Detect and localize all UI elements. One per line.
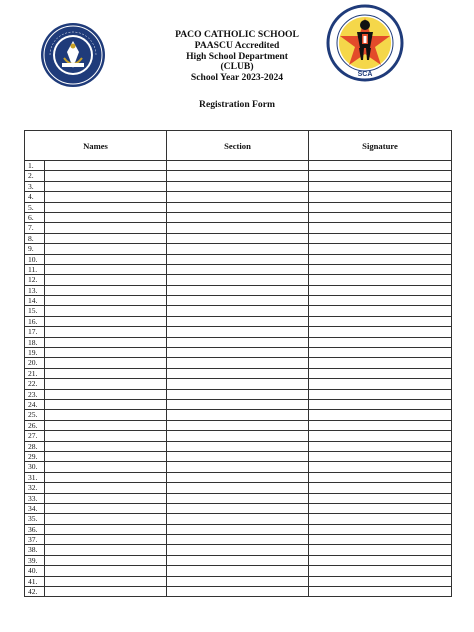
- row-number: 37.: [28, 535, 38, 545]
- signature-cell[interactable]: [309, 337, 452, 347]
- row-number: 20.: [28, 358, 38, 368]
- signature-cell[interactable]: [309, 296, 452, 306]
- name-cell[interactable]: [25, 212, 167, 222]
- signature-cell[interactable]: [309, 348, 452, 358]
- row-number: 13.: [28, 285, 38, 295]
- row-number: 17.: [28, 327, 38, 337]
- column-header-names: Names: [25, 131, 167, 161]
- row-number: 5.: [28, 202, 34, 212]
- row-number: 32.: [28, 483, 38, 493]
- signature-cell[interactable]: [309, 441, 452, 451]
- table-row: [25, 420, 452, 430]
- name-cell[interactable]: [25, 472, 167, 482]
- row-number: 10.: [28, 254, 38, 264]
- table-row: [25, 181, 452, 191]
- section-cell[interactable]: [167, 493, 309, 503]
- name-entry-area[interactable]: [44, 182, 166, 191]
- name-cell[interactable]: [25, 576, 167, 586]
- table-row: [25, 389, 452, 399]
- section-cell[interactable]: [167, 576, 309, 586]
- name-entry-area[interactable]: [44, 483, 166, 492]
- signature-cell[interactable]: [309, 420, 452, 430]
- name-cell[interactable]: [25, 441, 167, 451]
- name-cell[interactable]: [25, 493, 167, 503]
- signature-cell[interactable]: [309, 316, 452, 326]
- name-cell[interactable]: [25, 524, 167, 534]
- name-cell[interactable]: [25, 451, 167, 461]
- section-cell[interactable]: [167, 451, 309, 461]
- table-row: [25, 524, 452, 534]
- signature-cell[interactable]: [309, 566, 452, 576]
- signature-cell[interactable]: [309, 202, 452, 212]
- row-number: 23.: [28, 389, 38, 399]
- name-cell[interactable]: [25, 337, 167, 347]
- signature-cell[interactable]: [309, 181, 452, 191]
- signature-cell[interactable]: [309, 244, 452, 254]
- table-row: [25, 171, 452, 181]
- name-entry-area[interactable]: [44, 390, 166, 399]
- name-cell[interactable]: [25, 171, 167, 181]
- name-entry-area[interactable]: [44, 306, 166, 315]
- table-row: [25, 566, 452, 576]
- row-number: 19.: [28, 348, 38, 358]
- name-entry-area[interactable]: [44, 358, 166, 367]
- table-row: [25, 431, 452, 441]
- signature-cell[interactable]: [309, 212, 452, 222]
- table-row: [25, 327, 452, 337]
- table-row: [25, 254, 452, 264]
- row-number: 34.: [28, 503, 38, 513]
- section-cell[interactable]: [167, 545, 309, 555]
- table-row: [25, 358, 452, 368]
- name-entry-area[interactable]: [44, 317, 166, 326]
- row-number: 4.: [28, 192, 34, 202]
- signature-cell[interactable]: [309, 358, 452, 368]
- section-cell[interactable]: [167, 254, 309, 264]
- name-entry-area[interactable]: [44, 286, 166, 295]
- row-number: 9.: [28, 244, 34, 254]
- name-entry-area[interactable]: [44, 255, 166, 264]
- section-cell[interactable]: [167, 181, 309, 191]
- section-cell[interactable]: [167, 399, 309, 409]
- row-number: 33.: [28, 493, 38, 503]
- sca-star-emblem-icon: [326, 4, 404, 82]
- table-row: [25, 161, 452, 171]
- name-cell[interactable]: [25, 306, 167, 316]
- signature-cell[interactable]: [309, 493, 452, 503]
- sca-emblem-logo: [326, 4, 404, 82]
- table-row: [25, 264, 452, 274]
- section-cell[interactable]: [167, 514, 309, 524]
- name-entry-area[interactable]: [44, 234, 166, 243]
- school-name: PACO CATHOLIC SCHOOL: [175, 29, 299, 40]
- school-year: School Year 2023-2024: [190, 72, 284, 84]
- section-cell[interactable]: [167, 483, 309, 493]
- section-cell[interactable]: [167, 503, 309, 513]
- row-number: 7.: [28, 223, 34, 233]
- name-cell[interactable]: [25, 348, 167, 358]
- table-row: [25, 535, 452, 545]
- row-number: 12.: [28, 275, 38, 285]
- table-header-row: [25, 131, 452, 161]
- row-number: 28.: [28, 441, 38, 451]
- row-number: 29.: [28, 451, 38, 461]
- name-entry-area[interactable]: [44, 587, 166, 596]
- name-entry-area[interactable]: [44, 431, 166, 440]
- name-entry-area[interactable]: [44, 442, 166, 451]
- signature-cell[interactable]: [309, 483, 452, 493]
- name-entry-area[interactable]: [44, 275, 166, 284]
- table-row: [25, 514, 452, 524]
- name-cell[interactable]: [25, 192, 167, 202]
- name-entry-area[interactable]: [44, 462, 166, 471]
- school-seal-icon: [40, 22, 106, 88]
- section-cell[interactable]: [167, 244, 309, 254]
- table-row: [25, 316, 452, 326]
- row-number: 6.: [28, 212, 34, 222]
- name-cell[interactable]: [25, 368, 167, 378]
- signature-cell[interactable]: [309, 410, 452, 420]
- signature-cell[interactable]: [309, 161, 452, 171]
- name-entry-area[interactable]: [44, 338, 166, 347]
- row-number: 16.: [28, 316, 38, 326]
- signature-cell[interactable]: [309, 233, 452, 243]
- row-number: 15.: [28, 306, 38, 316]
- document-header: [150, 30, 324, 84]
- name-entry-area[interactable]: [44, 171, 166, 180]
- name-cell[interactable]: [25, 389, 167, 399]
- name-cell[interactable]: [25, 264, 167, 274]
- name-entry-area[interactable]: [44, 369, 166, 378]
- name-entry-area[interactable]: [44, 327, 166, 336]
- section-cell[interactable]: [167, 441, 309, 451]
- row-number: 38.: [28, 545, 38, 555]
- section-cell[interactable]: [167, 306, 309, 316]
- table-row: [25, 483, 452, 493]
- section-cell[interactable]: [167, 348, 309, 358]
- name-cell[interactable]: [25, 399, 167, 409]
- table-row: [25, 545, 452, 555]
- row-number: 42.: [28, 587, 38, 597]
- school-seal-logo: [40, 22, 106, 88]
- signature-cell[interactable]: [309, 379, 452, 389]
- name-entry-area[interactable]: [44, 203, 166, 212]
- section-cell[interactable]: [167, 379, 309, 389]
- name-cell[interactable]: [25, 316, 167, 326]
- table-row: [25, 379, 452, 389]
- signature-cell[interactable]: [309, 399, 452, 409]
- name-cell[interactable]: [25, 431, 167, 441]
- section-cell[interactable]: [167, 389, 309, 399]
- section-cell[interactable]: [167, 462, 309, 472]
- table-row: [25, 555, 452, 565]
- name-cell[interactable]: [25, 275, 167, 285]
- section-cell[interactable]: [167, 212, 309, 222]
- table-row: [25, 212, 452, 222]
- sca-logo-text: SCA: [357, 71, 373, 78]
- name-entry-area[interactable]: [44, 379, 166, 388]
- signature-cell[interactable]: [309, 451, 452, 461]
- section-cell[interactable]: [167, 275, 309, 285]
- section-cell[interactable]: [167, 202, 309, 212]
- signature-cell[interactable]: [309, 514, 452, 524]
- signature-cell[interactable]: [309, 431, 452, 441]
- signature-cell[interactable]: [309, 306, 452, 316]
- row-number: 14.: [28, 296, 38, 306]
- name-cell[interactable]: [25, 161, 167, 171]
- name-cell[interactable]: [25, 285, 167, 295]
- signature-cell[interactable]: [309, 576, 452, 586]
- row-number: 3.: [28, 181, 34, 191]
- name-entry-area[interactable]: [44, 348, 166, 357]
- signature-cell[interactable]: [309, 275, 452, 285]
- row-number: 40.: [28, 566, 38, 576]
- name-entry-area[interactable]: [44, 296, 166, 305]
- signature-cell[interactable]: [309, 389, 452, 399]
- section-cell[interactable]: [167, 472, 309, 482]
- signature-cell[interactable]: [309, 503, 452, 513]
- section-cell[interactable]: [167, 161, 309, 171]
- form-title: Registration Form: [199, 99, 275, 110]
- table-row: [25, 576, 452, 586]
- table-row: [25, 410, 452, 420]
- name-cell[interactable]: [25, 244, 167, 254]
- name-entry-area[interactable]: [44, 545, 166, 554]
- section-cell[interactable]: [167, 337, 309, 347]
- signature-cell[interactable]: [309, 535, 452, 545]
- name-entry-area[interactable]: [44, 213, 166, 222]
- row-number: 21.: [28, 368, 38, 378]
- name-cell[interactable]: [25, 483, 167, 493]
- name-cell[interactable]: [25, 410, 167, 420]
- signature-cell[interactable]: [309, 264, 452, 274]
- name-cell[interactable]: [25, 296, 167, 306]
- section-cell[interactable]: [167, 223, 309, 233]
- signature-cell[interactable]: [309, 285, 452, 295]
- row-number: 41.: [28, 576, 38, 586]
- name-entry-area[interactable]: [44, 452, 166, 461]
- row-number: 31.: [28, 472, 38, 482]
- row-number: 39.: [28, 555, 38, 565]
- table-row: [25, 587, 452, 597]
- table-row: [25, 441, 452, 451]
- name-cell[interactable]: [25, 233, 167, 243]
- signature-cell[interactable]: [309, 462, 452, 472]
- row-number: 8.: [28, 233, 34, 243]
- column-header-signature: Signature: [309, 131, 452, 161]
- column-header-section: Section: [167, 131, 309, 161]
- row-number: 11.: [28, 264, 38, 274]
- table-row: [25, 337, 452, 347]
- table-row: [25, 244, 452, 254]
- name-cell[interactable]: [25, 420, 167, 430]
- row-number: 30.: [28, 462, 38, 472]
- name-entry-area[interactable]: [44, 473, 166, 482]
- section-cell[interactable]: [167, 327, 309, 337]
- section-cell[interactable]: [167, 587, 309, 597]
- row-number: 36.: [28, 524, 38, 534]
- name-entry-area[interactable]: [44, 535, 166, 544]
- registration-table: [24, 130, 452, 597]
- table-row: [25, 296, 452, 306]
- name-cell[interactable]: [25, 181, 167, 191]
- section-cell[interactable]: [167, 285, 309, 295]
- row-number: 35.: [28, 514, 38, 524]
- name-cell[interactable]: [25, 555, 167, 565]
- row-number: 1.: [28, 161, 34, 170]
- name-entry-area[interactable]: [44, 556, 166, 565]
- name-entry-area[interactable]: [44, 421, 166, 430]
- section-cell[interactable]: [167, 264, 309, 274]
- name-entry-area[interactable]: [44, 566, 166, 575]
- table-row: [25, 306, 452, 316]
- section-cell[interactable]: [167, 535, 309, 545]
- signature-cell[interactable]: [309, 192, 452, 202]
- signature-cell[interactable]: [309, 171, 452, 181]
- section-cell[interactable]: [167, 431, 309, 441]
- department: High School Department: [186, 50, 288, 62]
- table-row: [25, 285, 452, 295]
- name-entry-area[interactable]: [44, 494, 166, 503]
- signature-cell[interactable]: [309, 223, 452, 233]
- row-number: 27.: [28, 431, 38, 441]
- table-row: [25, 399, 452, 409]
- table-row: [25, 493, 452, 503]
- section-cell[interactable]: [167, 555, 309, 565]
- row-number: 18.: [28, 337, 38, 347]
- row-number: 24.: [28, 399, 38, 409]
- row-number: 25.: [28, 410, 38, 420]
- signature-cell[interactable]: [309, 472, 452, 482]
- signature-cell[interactable]: [309, 587, 452, 597]
- table-row: [25, 348, 452, 358]
- table-row: [25, 202, 452, 212]
- name-entry-area[interactable]: [44, 504, 166, 513]
- table-row: [25, 451, 452, 461]
- section-cell[interactable]: [167, 358, 309, 368]
- section-cell[interactable]: [167, 316, 309, 326]
- section-cell[interactable]: [167, 171, 309, 181]
- name-entry-area[interactable]: [44, 514, 166, 523]
- section-cell[interactable]: [167, 566, 309, 576]
- section-cell[interactable]: [167, 410, 309, 420]
- section-cell[interactable]: [167, 233, 309, 243]
- table-row: [25, 223, 452, 233]
- name-cell[interactable]: [25, 254, 167, 264]
- name-cell[interactable]: [25, 358, 167, 368]
- table-row: [25, 275, 452, 285]
- name-entry-area[interactable]: [44, 244, 166, 253]
- row-number: 26.: [28, 420, 38, 430]
- name-cell[interactable]: [25, 379, 167, 389]
- accreditation: PAASCU Accredited: [194, 39, 280, 51]
- section-cell[interactable]: [167, 192, 309, 202]
- name-entry-area[interactable]: [44, 161, 166, 170]
- club-name: (CLUB): [220, 61, 254, 73]
- name-entry-area[interactable]: [44, 410, 166, 419]
- name-cell[interactable]: [25, 566, 167, 576]
- table-row: [25, 462, 452, 472]
- name-cell[interactable]: [25, 587, 167, 597]
- table-row: [25, 233, 452, 243]
- signature-cell[interactable]: [309, 368, 452, 378]
- name-entry-area[interactable]: [44, 265, 166, 274]
- section-cell[interactable]: [167, 524, 309, 534]
- signature-cell[interactable]: [309, 545, 452, 555]
- signature-cell[interactable]: [309, 254, 452, 264]
- signature-cell[interactable]: [309, 555, 452, 565]
- row-number: 22.: [28, 379, 38, 389]
- section-cell[interactable]: [167, 296, 309, 306]
- name-cell[interactable]: [25, 327, 167, 337]
- section-cell[interactable]: [167, 368, 309, 378]
- name-cell[interactable]: [25, 503, 167, 513]
- section-cell[interactable]: [167, 420, 309, 430]
- row-number: 2.: [28, 171, 34, 181]
- table-row: [25, 472, 452, 482]
- signature-cell[interactable]: [309, 524, 452, 534]
- table-row: [25, 192, 452, 202]
- name-entry-area[interactable]: [44, 577, 166, 586]
- name-cell[interactable]: [25, 514, 167, 524]
- name-cell[interactable]: [25, 535, 167, 545]
- table-row: [25, 503, 452, 513]
- name-entry-area[interactable]: [44, 192, 166, 201]
- name-entry-area[interactable]: [44, 223, 166, 232]
- signature-cell[interactable]: [309, 327, 452, 337]
- name-cell[interactable]: [25, 202, 167, 212]
- name-cell[interactable]: [25, 223, 167, 233]
- name-entry-area[interactable]: [44, 525, 166, 534]
- name-entry-area[interactable]: [44, 400, 166, 409]
- name-cell[interactable]: [25, 462, 167, 472]
- name-cell[interactable]: [25, 545, 167, 555]
- table-row: [25, 368, 452, 378]
